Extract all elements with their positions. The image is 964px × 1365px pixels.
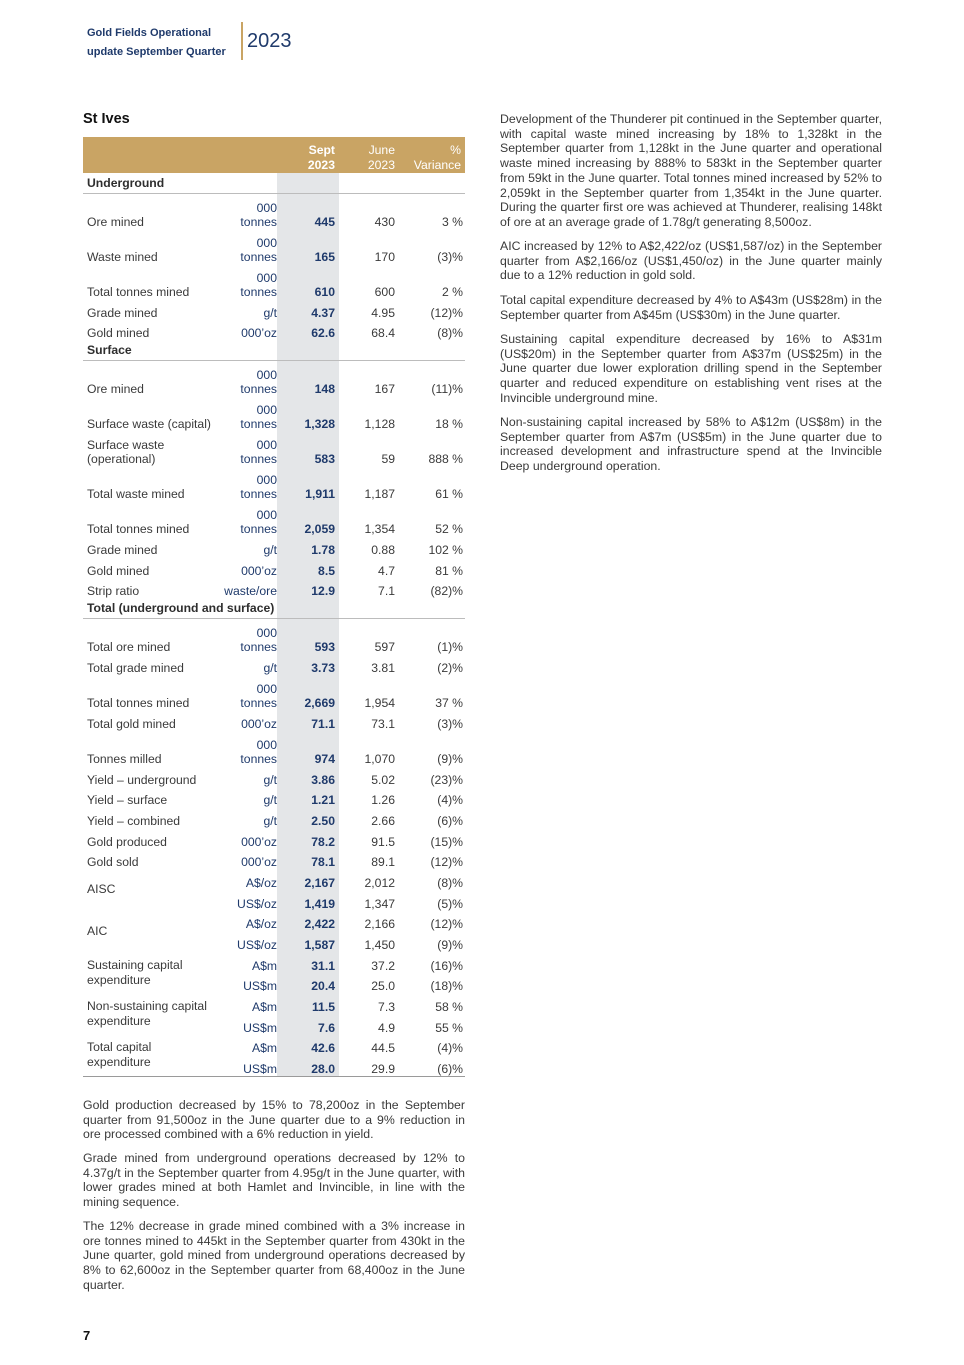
table-row: Gold sold 000’oz 78.1 89.1 (12)% [83, 849, 465, 870]
table-row: Total tonnes mined 000 tonnes 2,059 1,354 52 % [83, 501, 465, 536]
table-row: Total gold mined 000’oz 71.1 73.1 (3)% [83, 710, 465, 731]
table-row-aisc-us: US$/oz 1,419 1,347 (5)% [83, 890, 465, 911]
section-title: St Ives [83, 111, 130, 127]
header-variance: % Variance [395, 137, 465, 173]
table-row: Total waste mined 000 tonnes 1,911 1,187 61 % [83, 466, 465, 501]
table-row: Ore mined 000 tonnes 148 167 (11)% [83, 361, 465, 397]
document-year: 2023 [247, 30, 292, 52]
table-row: Gold mined 000’oz 62.6 68.4 (8)% [83, 320, 465, 341]
header-june-2023: June 2023 [339, 137, 395, 173]
section-row-total: Total (underground and surface) [83, 598, 465, 619]
table-row: Gold produced 000’oz 78.2 91.5 (15)% [83, 828, 465, 849]
table-row: Total tonnes mined 000 tonnes 2,669 1,954 37 % [83, 675, 465, 710]
operations-table [83, 137, 465, 1077]
table-row: Strip ratio waste/ore 12.9 7.1 (82)% [83, 578, 465, 599]
table-row: Tonnes milled 000 tonnes 974 1,070 (9)% [83, 731, 465, 766]
table-row-sustaining-us: US$m 20.4 25.0 (18)% [83, 973, 465, 994]
table-row: Gold mined 000’oz 8.5 4.7 81 % [83, 557, 465, 578]
commentary-total-capex: Total capital expenditure decreased by 4% to A$43m (US$28m) in the September quarter from A$45m (US$30m) in the June quarter. [500, 293, 882, 322]
table-row: Grade mined g/t 4.37 4.95 (12)% [83, 299, 465, 320]
header-label-cell [83, 137, 220, 173]
table-row: Ore mined 000 tonnes 445 430 3 % [83, 194, 465, 230]
table-row: Total ore mined 000 tonnes 593 597 (1)% [83, 619, 465, 655]
table-row-non-sustaining-us: US$m 7.6 4.9 55 % [83, 1014, 465, 1035]
table-row: Yield – combined g/t 2.50 2.66 (6)% [83, 807, 465, 828]
table-row: Surface waste (operational) 000 tonnes 583 59 888 % [83, 431, 465, 466]
section-row-surface: Surface [83, 340, 465, 361]
document-title-line2: update September Quarter [87, 46, 226, 58]
commentary-grade-mined: Grade mined from underground operations decreased by 12% to 4.37g/t in the September quarter from 4.95g/t in the June quarter, with lower grades mined at both Hamlet and Invincible, in line with the mining sequence. [83, 1151, 465, 1210]
table-row-sustaining-a: Sustaining capital expenditure A$m 31.1 37.2 (16)% [83, 952, 465, 973]
table-row: Yield – surface g/t 1.21 1.26 (4)% [83, 787, 465, 808]
table-row: Total tonnes mined 000 tonnes 610 600 2 % [83, 264, 465, 299]
table-row-aic-a: AIC A$/oz 2,422 2,166 (12)% [83, 911, 465, 932]
document-title [87, 24, 237, 62]
section-row-underground: Underground [83, 173, 465, 194]
commentary-sustaining-capex: Sustaining capital expenditure decreased by 16% to A$31m (US$20m) in the September quarter from A$37m (US$25m) in the June quarter due lower exploration drilling spend in the September quarter and reduced expenditure on establishing vent rises at the Invincible underground mine. [500, 332, 882, 405]
table-row-total-capex-us: US$m 28.0 29.9 (6)% [83, 1055, 465, 1076]
document-title-line1: Gold Fields Operational [87, 27, 212, 39]
header-divider [241, 22, 243, 60]
table-row: Yield – underground g/t 3.86 5.02 (23)% [83, 766, 465, 787]
table-row: Waste mined 000 tonnes 165 170 (3)% [83, 229, 465, 264]
table-header-row [83, 137, 465, 173]
header-unit-cell [220, 137, 277, 173]
page-number: 7 [83, 1328, 91, 1343]
table-row: Total grade mined g/t 3.73 3.81 (2)% [83, 654, 465, 675]
commentary-non-sustaining-capex: Non-sustaining capital increased by 58% to A$12m (US$8m) in the September quarter from A$7m (US$5m) in the June quarter due to increased development and infrastructure spend at the Invincible Deep underground operation. [500, 415, 882, 474]
header-sept-2023: Sept 2023 [277, 137, 339, 173]
table-row-aisc-a: AISC A$/oz 2,167 2,012 (8)% [83, 869, 465, 890]
table-row: Surface waste (capital) 000 tonnes 1,328 1,128 18 % [83, 396, 465, 431]
table-row-total-capex-a: Total capital expenditure A$m 42.6 44.5 (4)% [83, 1035, 465, 1056]
table-row: Grade mined g/t 1.78 0.88 102 % [83, 536, 465, 557]
commentary-thunderer-pit: Development of the Thunderer pit continued in the September quarter, with capital waste mined increasing by 18% to 1,328kt in the September quarter from 1,128kt in the June quarter and operational waste mined increasing by 888% to 583kt in the September quarter from 59kt in the June quarter. Total tonnes mined increased by 52% to 2,059kt in the September quarter from 1,354kt in the June quarter. During the quarter first ore was achieved at Thunderer, realising 148kt of ore at an average grade of 1.78g/t generating 8,500oz. [500, 112, 882, 229]
table-row-non-sustaining-a: Non-sustaining capital expenditure A$m 11.5 7.3 58 % [83, 993, 465, 1014]
commentary-underground-gold: The 12% decrease in grade mined combined with a 3% increase in ore tonnes mined to 445kt in the September quarter from 430kt in the June quarter, gold mined from underground operations decreased by 8% to 62,600oz in the September quarter from 68,400oz in the June quarter. [83, 1219, 465, 1292]
table-row-aic-us: US$/oz 1,587 1,450 (9)% [83, 931, 465, 952]
commentary-gold-production: Gold production decreased by 15% to 78,200oz in the September quarter from 91,500oz in the June quarter due to a 9% reduction in ore processed combined with a 6% reduction in yield. [83, 1098, 465, 1142]
commentary-aic: AIC increased by 12% to A$2,422/oz (US$1,587/oz) in the September quarter from A$2,166/oz (US$1,450/oz) in the June quarter mainly due to a 12% reduction in gold sold. [500, 239, 882, 283]
